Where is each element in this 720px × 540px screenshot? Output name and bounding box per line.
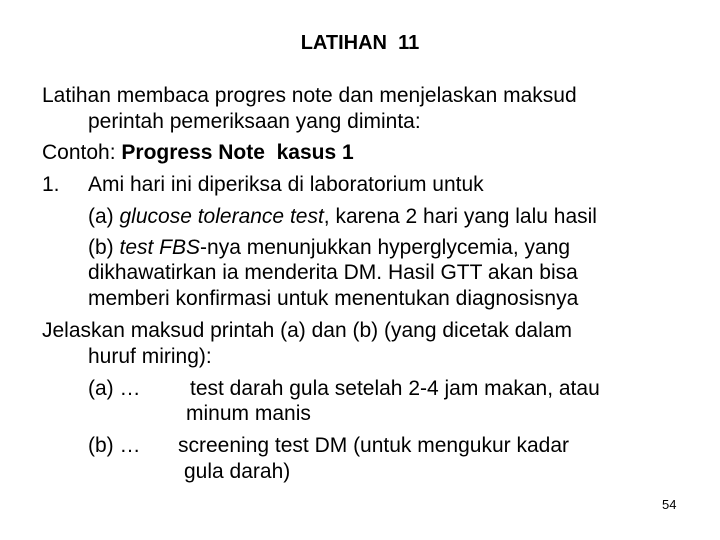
answer-a-line-1: test darah gula setelah 2-4 jam makan, atau: [190, 377, 600, 400]
item-1-text: Ami hari ini diperiksa di laboratorium untuk: [88, 173, 484, 196]
item-1-part-b-suffix: -nya menunjukkan hyperglycemia, yang: [200, 236, 571, 259]
answer-b-line-1: screening test DM (untuk mengukur kadar: [178, 434, 570, 457]
item-1-part-b: [88, 235, 570, 261]
page-number: 54: [662, 497, 677, 512]
answer-a-label: (a) …: [88, 377, 141, 400]
item-1-part-a: [88, 204, 597, 230]
question-line-1: Jelaskan maksud printah (a) dan (b) (yang dicetak dalam: [42, 319, 572, 342]
slide-title: LATIHAN 11: [300, 32, 420, 54]
item-1-line-4: dikhawatirkan ia menderita DM. Hasil GTT akan bisa: [88, 261, 578, 284]
answer-a-line-2: minum manis: [186, 402, 311, 425]
answer-b-label: (b) …: [88, 434, 141, 457]
item-1-number: 1.: [42, 173, 60, 196]
example-prefix: Contoh:: [42, 141, 122, 164]
item-1-part-a-prefix: (a): [88, 205, 120, 228]
question-line-2: huruf miring):: [88, 345, 212, 368]
answer-b-line-2: gula darah): [184, 460, 291, 483]
item-1-part-b-prefix: (b): [88, 236, 120, 259]
item-1-part-a-suffix: , karena 2 hari yang lalu hasil: [323, 205, 597, 228]
intro-line-1: Latihan membaca progres note dan menjelaskan maksud: [42, 84, 577, 107]
item-1-part-a-term: glucose tolerance test: [119, 205, 324, 228]
example-line: [42, 140, 354, 166]
item-1-part-b-term: test FBS: [119, 236, 201, 259]
intro-line-2: perintah pemeriksaan yang diminta:: [88, 110, 421, 133]
example-label: Progress Note kasus 1: [121, 141, 354, 164]
item-1-line-5: memberi konfirmasi untuk menentukan diagnosisnya: [88, 287, 579, 310]
